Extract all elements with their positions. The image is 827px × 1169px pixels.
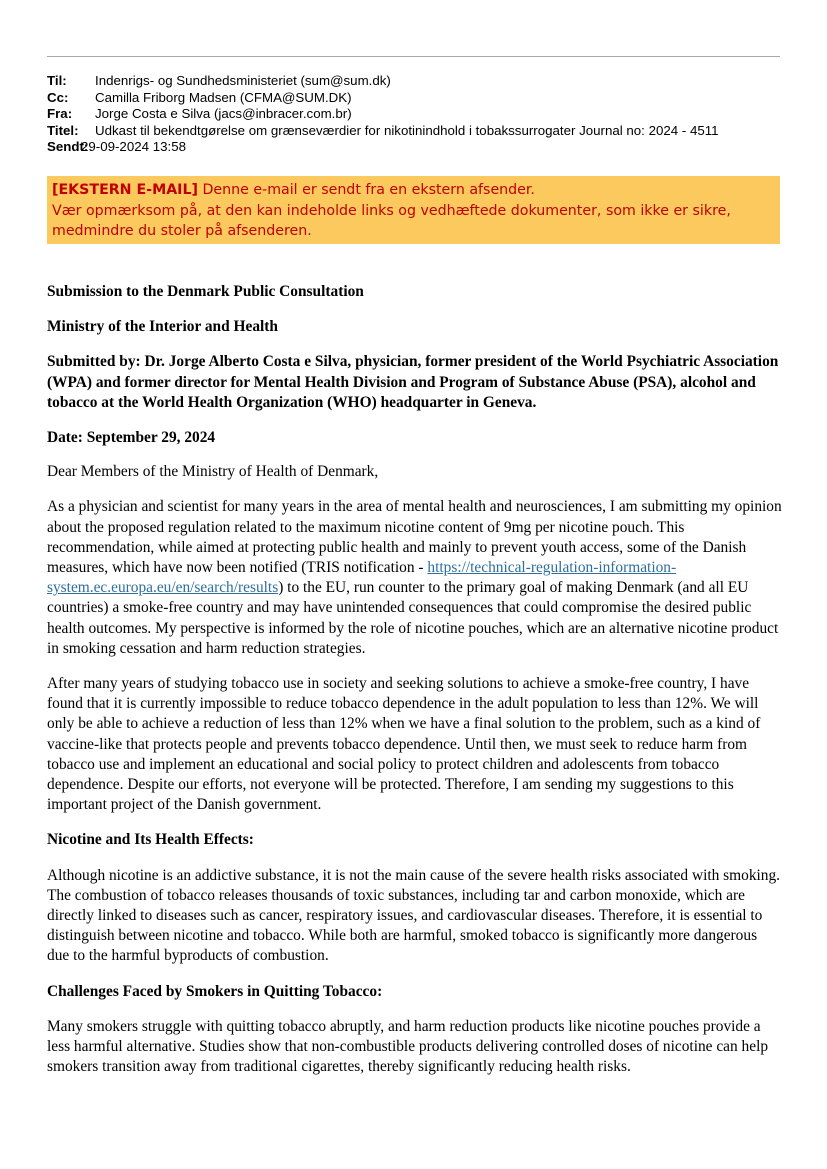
warning-line-3: medmindre du stoler på afsenderen. <box>52 223 312 239</box>
submitted-by: Submitted by: Dr. Jorge Alberto Costa e Silva, physician, former president of the World Psychiatric Association (WPA) and former director for Mental Health Division and Program of Substance Abuse (PSA), alcohol and tobacco at the World Health Organization (WHO) headquarter in Geneva. <box>47 353 779 411</box>
sent-row <box>47 139 787 156</box>
from-row <box>47 106 787 123</box>
to-value: Indenrigs- og Sundhedsministeriet (sum@sum.dk) <box>95 73 391 88</box>
sent-label: Sendt: <box>47 139 89 154</box>
to-label: Til: <box>47 73 67 88</box>
paragraph-2: After many years of studying tobacco use in society and seeking solutions to achieve a smoke-free country, I have found that it is currently impossible to reduce tobacco dependence in the adult population to less than 12%. We will only be able to achieve a reduction of less than 12% when we have a final solution to the problem, such as a kind of vaccine-like that protects people and prevents tobacco dependence. Until then, we must seek to reduce harm from tobacco use and implement an educational and social policy to protect children and adolescents from tobacco dependence. Despite our efforts, not everyone will be protected. Therefore, I am sending my suggestions to this important project of the Danish government. <box>47 675 761 814</box>
warning-tag: [EKSTERN E-MAIL] <box>52 182 198 198</box>
from-value: Jorge Costa e Silva (jacs@inbracer.com.br) <box>95 106 352 121</box>
letter-body <box>47 282 782 1093</box>
tris-link[interactable]: https://technical-regulation-information-system.ec.europa.eu/en/search/results <box>47 559 677 597</box>
ministry-heading: Ministry of the Interior and Health <box>47 318 278 336</box>
salutation: Dear Members of the Ministry of Health of Denmark, <box>47 463 379 481</box>
submission-heading: Submission to the Denmark Public Consultation <box>47 283 364 300</box>
warning-line-2: Vær opmærksom på, at den kan indeholde links og vedhæftede dokumenter, som ikke er sikre, <box>52 202 731 219</box>
cc-label: Cc: <box>47 89 69 105</box>
title-row <box>47 123 787 140</box>
header-divider <box>47 56 780 57</box>
paragraph-4: Many smokers struggle with quitting tobacco abruptly, and harm reduction products like nicotine pouches provide a less harmful alternative. Studies show that non-combustible products delivering controlled doses of nicotine can help smokers transition away from traditional cigarettes, thereby significantly reducing health risks. <box>47 1017 769 1076</box>
cc-row <box>47 90 787 107</box>
warning-line-1 <box>52 180 775 201</box>
sent-value: 29-09-2024 13:58 <box>81 139 186 154</box>
warning-text-1: Denne e-mail er sendt fra en ekstern afsender. <box>197 182 535 198</box>
title-label: Titel: <box>47 122 79 138</box>
from-label: Fra: <box>47 106 73 121</box>
paragraph-1 <box>47 497 782 659</box>
paragraph-3: Although nicotine is an addictive substance, it is not the main cause of the severe health risks associated with smoking. The combustion of tobacco releases thousands of toxic substances, including tar and carbon monoxide, which are directly linked to diseases such as cancer, respiratory issues, and cardiovascular diseases. Therefore, it is essential to distinguish between nicotine and tobacco. While both are harmful, smoked tobacco is significantly more dangerous due to the harmful byproducts of combustion. <box>47 866 781 965</box>
quitting-challenges-heading: Challenges Faced by Smokers in Quitting Tobacco: <box>47 982 383 1000</box>
paragraph-1-start: As a physician and scientist for many years in the area of mental health and neurosciences, I am submitting my opinion about the proposed regulation related to the maximum nicotine content of 9mg per nicotine pouch. This recommendation, while aimed at protecting public health and mainly to prevent youth access, some of the Danish measures, which have now been notified (TRIS notification - <box>47 498 782 577</box>
to-row <box>47 73 787 90</box>
external-email-warning <box>47 176 780 244</box>
date-line: Date: September 29, 2024 <box>47 429 216 447</box>
cc-value: Camilla Friborg Madsen (CFMA@SUM.DK) <box>95 89 352 105</box>
title-value: Udkast til bekendtgørelse om grænseværdier for nikotinindhold i tobakssurrogater Journal no: 2024 - 4511 <box>95 122 719 138</box>
paragraph-1-end: ) to the EU, run counter to the primary goal of making Denmark (and all EU countries) a smoke-free country and may have unintended consequences that could compromise the desired public health outcomes. My perspective is informed by the role of nicotine pouches, which are an alternative nicotine product in smoking cessation and harm reduction strategies. <box>47 579 779 657</box>
email-header <box>47 73 787 156</box>
nicotine-effects-heading: Nicotine and Its Health Effects: <box>47 831 254 849</box>
